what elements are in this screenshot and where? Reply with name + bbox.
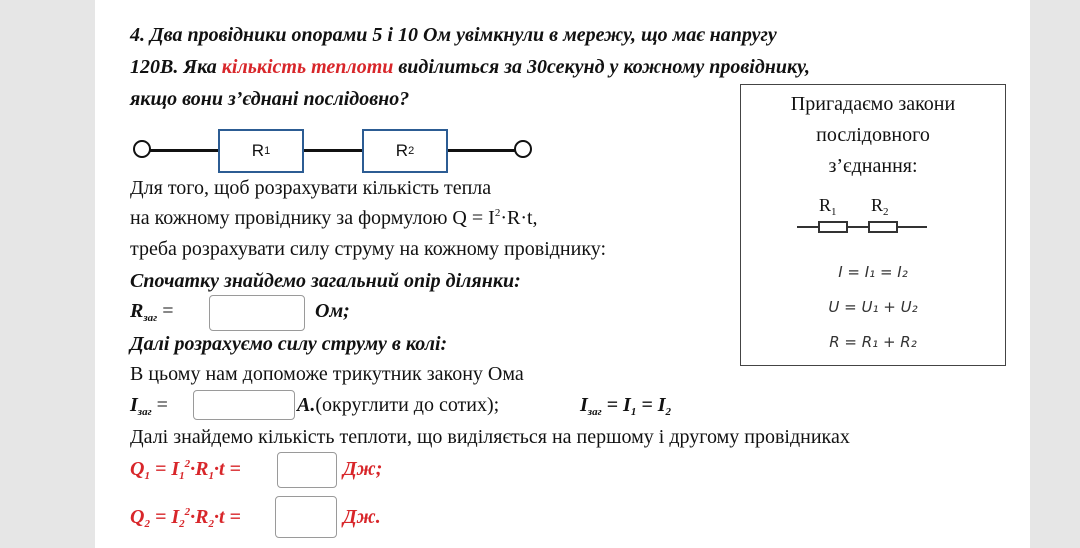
q2-unit: Дж. <box>343 506 381 528</box>
q1-letter: Q <box>130 458 145 480</box>
current-equality <box>580 394 671 418</box>
total-resistance-letter: R <box>130 300 144 322</box>
q2-letter: Q <box>130 506 145 528</box>
wire-right <box>445 149 519 152</box>
total-current-equals: = <box>156 394 168 416</box>
rules-r2-label <box>871 195 889 218</box>
rules-title-line-1: Пригадаємо закони <box>790 93 956 115</box>
problem-line-2-start: 120В. Яка <box>130 56 222 78</box>
rules-r1-subscript: 1 <box>831 206 837 218</box>
rules-r1-letter: R <box>819 195 832 215</box>
q1-current-letter: = I <box>149 458 180 480</box>
heat-formula-exponent: 2 <box>494 207 501 219</box>
explanation-line-3: треба розрахувати силу струму на кожному провіднику: <box>130 238 607 260</box>
ampere-unit: А. <box>297 394 316 416</box>
ohm-unit: Ом; <box>315 300 350 322</box>
terminal-left <box>133 140 151 158</box>
resistor-r2 <box>362 129 448 173</box>
q2-time-part: ·t = <box>213 506 241 528</box>
q1-time-part: ·t = <box>213 458 241 480</box>
resistor-r2-subscript: 2 <box>408 145 415 157</box>
heat-formula-text: на кожному провіднику за формулою Q = I <box>130 207 495 229</box>
rules-r2-letter: R <box>871 195 884 215</box>
current-equality-part-2: = I <box>636 394 666 416</box>
wire-left <box>147 149 219 152</box>
step-2-heading: Далі розрахуємо силу струму в колі: <box>130 333 448 355</box>
rounding-note: (округлити до сотих); <box>315 394 500 416</box>
q1-unit: Дж; <box>343 458 383 480</box>
q1-current-exponent: 2 <box>184 458 191 470</box>
current-equality-sub-2: 2 <box>665 406 672 418</box>
total-resistance-equals: = <box>162 300 174 322</box>
current-equality-part-1: = I <box>601 394 631 416</box>
problem-line-2 <box>130 56 810 79</box>
q1-resistance-subscript: 1 <box>208 470 214 482</box>
rules-title-line-3: з’єднання: <box>828 155 918 177</box>
total-current-letter: I <box>130 394 138 416</box>
rules-r1-label <box>819 195 837 218</box>
q1-resistance-letter: ·R <box>190 458 209 480</box>
q2-answer-input[interactable] <box>275 496 337 538</box>
step-1-heading: Спочатку знайдемо загальний опір ділянки: <box>130 270 521 292</box>
rules-series-circuit-icon <box>797 219 937 235</box>
current-law-formula: I = I₁ = I₂ <box>838 263 908 281</box>
current-equality-subscript: заг <box>587 406 602 418</box>
q1-formula <box>130 458 241 482</box>
q1-current-subscript: 1 <box>179 470 185 482</box>
explanation-line-2 <box>130 207 538 230</box>
q2-formula <box>130 506 241 530</box>
q2-resistance-subscript: 2 <box>208 518 214 530</box>
problem-line-1: 4. Два провідники опорами 5 і 10 Ом увімкнули в мережу, що має напругу <box>130 24 777 46</box>
total-resistance-subscript: заг <box>143 312 158 324</box>
resistor-r1 <box>218 129 304 173</box>
total-resistance-label <box>130 300 173 324</box>
highlighted-phrase: кількість теплоти <box>221 56 394 78</box>
total-current-label <box>130 394 168 418</box>
q2-current-subscript: 2 <box>179 518 185 530</box>
resistor-r1-subscript: 1 <box>264 145 271 157</box>
rules-title-line-2: послідовного <box>816 124 930 146</box>
q1-subscript: 1 <box>144 470 150 482</box>
total-current-input[interactable] <box>193 390 295 420</box>
voltage-law-formula: U = U₁ + U₂ <box>828 298 918 316</box>
q2-resistance-letter: ·R <box>190 506 209 528</box>
explanation-line-1: Для того, щоб розрахувати кількість тепла <box>130 177 492 199</box>
current-equality-letter: I <box>580 394 588 416</box>
total-current-subscript: заг <box>137 406 152 418</box>
problem-line-3: якщо вони з’єднані послідовно? <box>130 88 410 110</box>
heat-intro-line: Далі знайдемо кількість теплоти, що виділяється на першому і другому провідниках <box>130 426 850 448</box>
q1-answer-input[interactable] <box>277 452 337 488</box>
resistor-r2-label: R <box>395 141 409 160</box>
q2-current-exponent: 2 <box>184 506 191 518</box>
total-resistance-input[interactable] <box>209 295 305 331</box>
worksheet-page <box>95 0 1030 548</box>
resistance-law-formula: R = R₁ + R₂ <box>829 333 917 351</box>
q2-current-letter: = I <box>149 506 180 528</box>
heat-formula-tail: ·R·t, <box>500 207 538 229</box>
terminal-right <box>514 140 532 158</box>
current-equality-sub-1: 1 <box>630 406 637 418</box>
series-rules-box <box>740 84 1006 366</box>
wire-middle <box>301 149 363 152</box>
q2-subscript: 2 <box>144 518 150 530</box>
rules-r2-subscript: 2 <box>883 206 889 218</box>
resistor-r1-label: R <box>251 141 265 160</box>
problem-line-2-end: виділиться за 30секунд у кожному провіднику, <box>393 56 811 78</box>
current-unit-and-note <box>297 394 499 417</box>
ohm-triangle-line: В цьому нам допоможе трикутник закону Ома <box>130 363 524 385</box>
